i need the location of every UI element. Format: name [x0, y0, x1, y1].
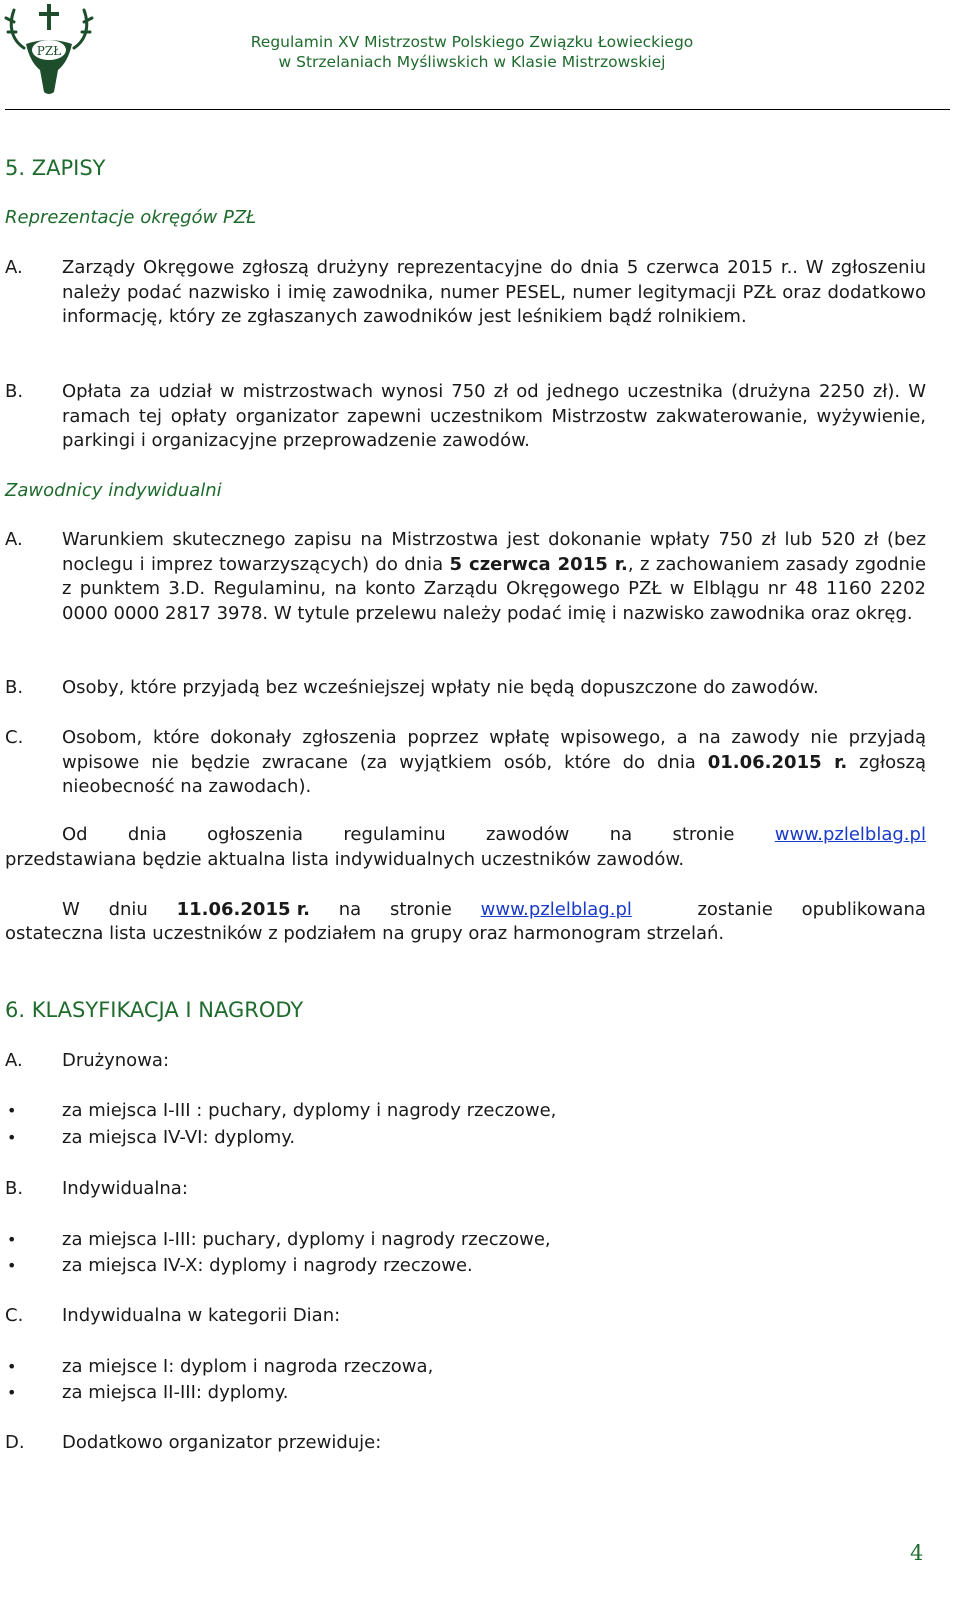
item-label-a2: A.	[5, 529, 23, 550]
word: na	[609, 824, 633, 845]
word: regulaminu	[343, 824, 446, 845]
item-b-text: Opłata za udział w mistrzostwach wynosi 750 zł od jednego uczestnika (drużyna 2250 zł). W ramach tej opłaty organizator zapewni uczestnikom Mistrzostw zakwaterowanie, wyżywienie, parkingi i organizacyjne przeprowadzenie zawodów.	[62, 381, 926, 451]
list-item: za miejsca IV-VI: dyplomy.	[62, 1127, 296, 1148]
item-b2-text: Osoby, które przyjadą bez wcześniejszej wpłaty nie będą dopuszczone do zawodów.	[62, 677, 819, 698]
bullet: •	[7, 1256, 17, 1275]
subheading-district-teams: Reprezentacje okręgów PZŁ	[5, 207, 257, 228]
word: dnia	[127, 824, 167, 845]
bullet: •	[7, 1357, 17, 1376]
document-header	[232, 32, 712, 72]
word: stronie	[672, 824, 735, 845]
item-c2-text: Osobom, które dokonały zgłoszenia poprzez wpłatę wpisowego, a na zawody nie przyjadą wpisowe nie będzie zwracane (za wyjątkiem osób, które do dnia 01.06.2015 r. zgłoszą nieobecność na zawodach).	[62, 727, 926, 797]
list-item: za miejsca I-III: puchary, dyplomy i nagrody rzeczowe,	[62, 1229, 551, 1250]
word: ogłoszenia	[207, 824, 304, 845]
individual-classification: Indywidualna:	[62, 1178, 188, 1199]
s6-label-a: A.	[5, 1050, 23, 1071]
website-link-1[interactable]: www.pzlelblag.pl	[774, 824, 926, 845]
item-a-text: Zarządy Okręgowe zgłoszą drużyny reprezentacyjne do dnia 5 czerwca 2015 r.. W zgłoszeniu należy podać nazwisko i imię zawodnika, numer PESEL, numer legitymacji PZŁ oraz dodatkowo informację, który ze zgłaszanych zawodników jest leśnikiem bądź rolnikiem.	[62, 257, 926, 327]
announcement-paragraph-1-line-2: przedstawiana będzie aktualna lista indywidualnych uczestników zawodów.	[5, 849, 685, 870]
list-item: za miejsce I: dyplom i nagroda rzeczowa,	[62, 1356, 434, 1377]
s6-label-c: C.	[5, 1305, 24, 1326]
pzl-logo	[2, 0, 96, 98]
team-classification: Drużynowa:	[62, 1050, 170, 1071]
announcement-paragraph-2-line-2: ostateczna lista uczestników z podziałem na grupy oraz harmonogram strzelań.	[5, 923, 725, 944]
bullet: •	[7, 1101, 17, 1120]
women-classification: Indywidualna w kategorii Dian:	[62, 1305, 341, 1326]
item-label-b: B.	[5, 381, 24, 402]
item-label-b2: B.	[5, 677, 24, 698]
page-number: 4	[910, 1541, 924, 1565]
item-label-a: A.	[5, 257, 23, 278]
header-line-2: w Strzelaniach Myśliwskich w Klasie Mistrzowskiej	[278, 53, 666, 71]
list-item: za miejsca II-III: dyplomy.	[62, 1382, 289, 1403]
s6-label-d: D.	[5, 1432, 25, 1453]
section-5-heading: 5. ZAPISY	[5, 156, 106, 180]
logo-text: PZŁ	[36, 44, 62, 58]
announcement-paragraph-2: W dniu 11.06.2015 r. na stronie www.pzlelblag.pl zostanie opublikowana	[62, 898, 926, 923]
announcement-paragraph-1	[62, 823, 926, 848]
item-a2-text: Warunkiem skutecznego zapisu na Mistrzostwa jest dokonanie wpłaty 750 zł lub 520 zł (bez noclegu i imprez towarzyszących) do dnia 5 czerwca 2015 r., z zachowaniem zasady zgodnie z punktem 3.D. Regulaminu, na konto Zarządu Okręgowego PZŁ w Elblągu nr 48 1160 2202 0000 0000 2817 3978. W tytule przelewu należy podać imię i nazwisko zawodnika oraz okręg.	[62, 529, 927, 624]
bullet: •	[7, 1128, 17, 1147]
word: Od	[62, 824, 88, 845]
list-item: za miejsca IV-X: dyplomy i nagrody rzeczowe.	[62, 1255, 473, 1276]
absence-date: 01.06.2015 r.	[707, 751, 848, 773]
section-6-heading: 6. KLASYFIKACJA I NAGRODY	[5, 998, 304, 1022]
s6-label-b: B.	[5, 1178, 24, 1199]
bullet: •	[7, 1230, 17, 1249]
header-line-1: Regulamin XV Mistrzostw Polskiego Związku Łowieckiego	[250, 33, 694, 51]
website-link-2[interactable]: www.pzlelblag.pl	[480, 899, 632, 920]
header-divider	[5, 109, 950, 110]
publication-date: 11.06.2015 r.	[176, 899, 310, 920]
word: zawodów	[485, 824, 570, 845]
list-item: za miejsca I-III : puchary, dyplomy i nagrody rzeczowe,	[62, 1100, 557, 1121]
item-label-c2: C.	[5, 727, 24, 748]
bullet: •	[7, 1383, 17, 1402]
deadline-date: 5 czerwca 2015 r.	[449, 553, 628, 575]
subheading-individual-competitors: Zawodnicy indywidualni	[5, 480, 222, 501]
additional-prizes: Dodatkowo organizator przewiduje:	[62, 1432, 382, 1453]
